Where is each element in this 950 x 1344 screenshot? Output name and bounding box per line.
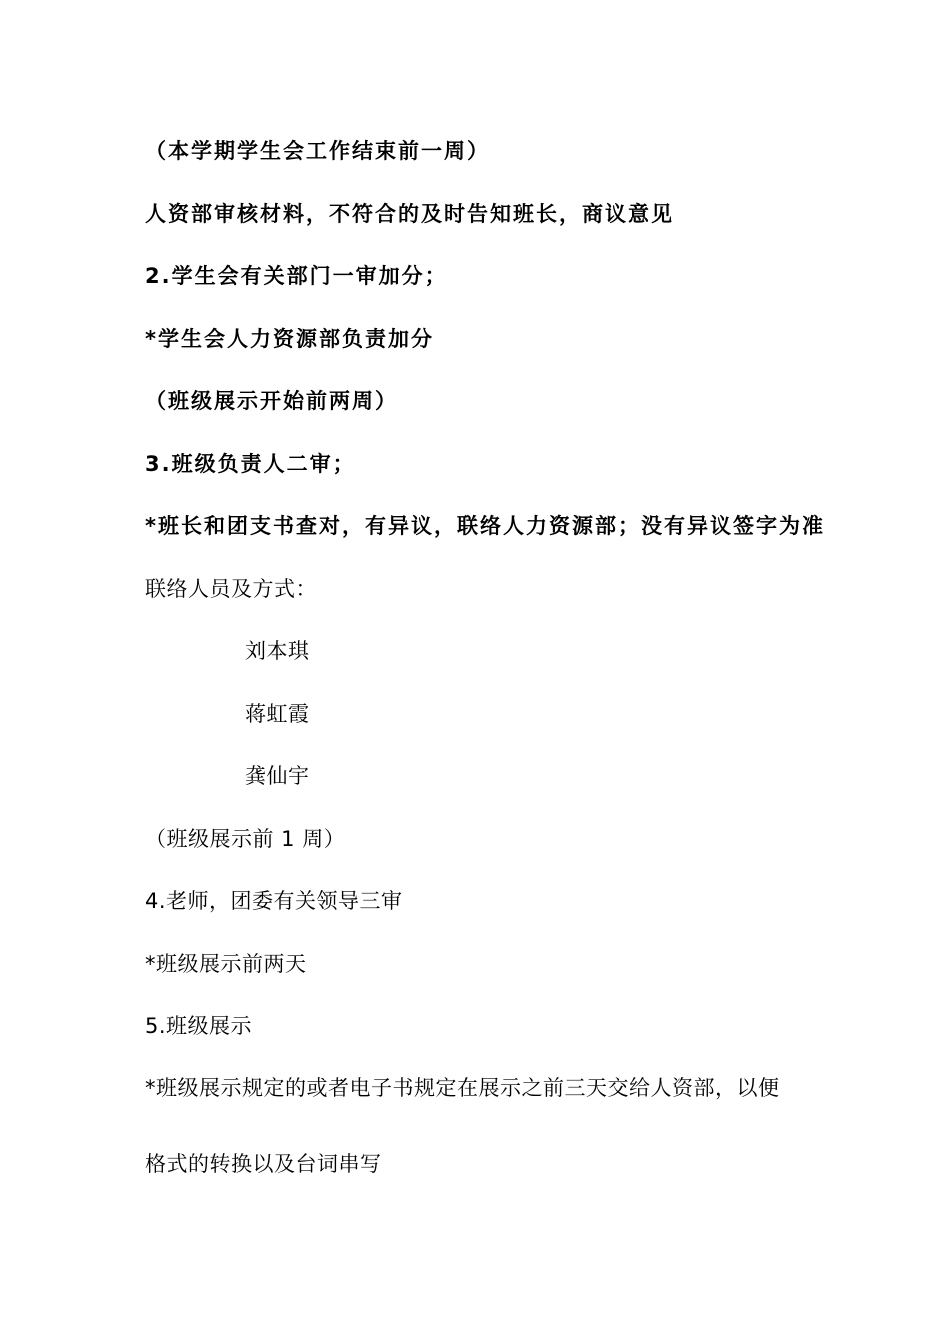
contact-name: 龚仙宇 xyxy=(245,764,310,788)
text-line: 人资部审核材料，不符合的及时告知班长，商议意见 xyxy=(145,202,674,226)
text-line: *班级展示规定的或者电子书规定在展示之前三天交给人资部，以便 xyxy=(145,1076,780,1100)
text-line: 5.班级展示 xyxy=(145,1014,253,1038)
text-line: （班级展示开始前两周） xyxy=(145,389,398,413)
contact-name: 刘本琪 xyxy=(245,639,310,663)
contact-name: 蒋虹霞 xyxy=(245,702,310,726)
text-line: 3.班级负责人二审； xyxy=(145,452,356,476)
text-line: 联络人员及方式： xyxy=(145,577,317,601)
text-line: 4.老师，团委有关领导三审 xyxy=(145,889,403,913)
text-line: *班级展示前两天 xyxy=(145,952,307,976)
text-line: *学生会人力资源部负责加分 xyxy=(145,327,434,351)
text-line: （班级展示前 1 周） xyxy=(145,827,346,851)
text-line: 2.学生会有关部门一审加分； xyxy=(145,264,448,288)
text-line: （本学期学生会工作结束前一周） xyxy=(145,139,490,163)
text-line: 格式的转换以及台词串写 xyxy=(145,1152,382,1176)
text-line: *班长和团支书查对，有异议，联络人力资源部；没有异议签字为准 xyxy=(145,514,825,538)
